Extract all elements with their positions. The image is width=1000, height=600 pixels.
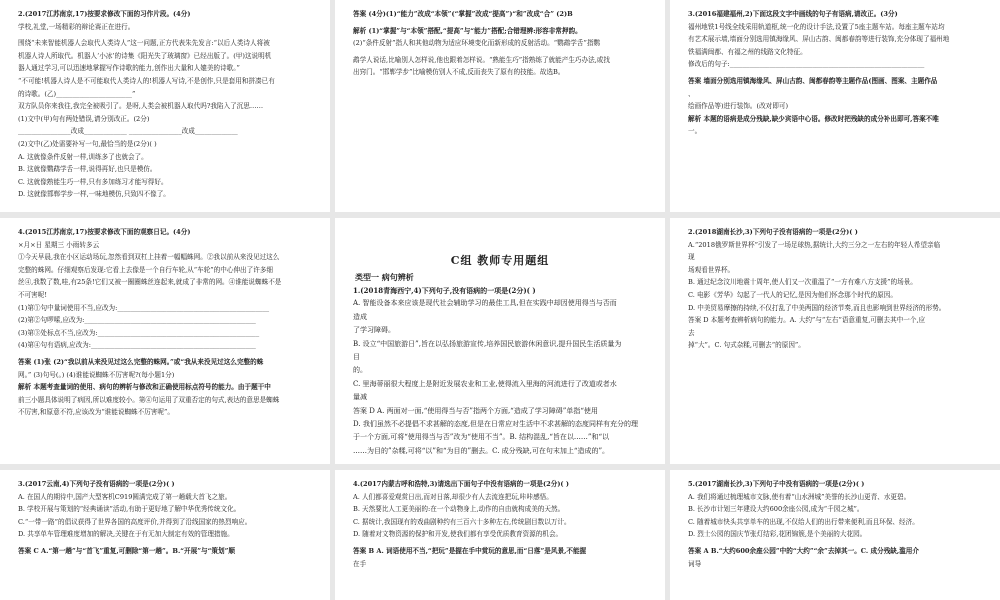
question-line: 3.(2017云南,4)下列句子没有语病的一项是(2分)( ) (18, 480, 175, 488)
question-line: 答案 B A. 词语使用不当,“把玩”是握在手中赏玩的意思,而“日落”是风景,不能握 (353, 546, 587, 555)
text-line: B. 天然要比人工更美丽的:在一个动物身上,动作的自由就构成美的天然。 (353, 505, 565, 514)
text-line: 围绕“未来智能机器人会取代人类诗人”这一问题,正方代表朱先发言:“以后人类诗人将被 (18, 39, 270, 48)
text-line: D. 随着对文物资源的保护和开发,使我们都有享受优质教育资源的机会。 (353, 530, 563, 539)
text-line: (1)文中(甲)句有两处错误,请分别改正。(2分) (18, 114, 150, 123)
text-line: (2)“条件反射”指人和其他动物为适应环境变化而新形成的反射活动。“鹦鹉学舌”指鹦 (353, 39, 601, 48)
text-line: A. 在国人的期待中,国产大型客机C919圆满完成了第一趟载大首飞之旅。 (18, 492, 232, 501)
text-line: B. 通过纪念汶川地震十周年,使人们又一次重温了“一方有难八方支援”的场景。 (688, 278, 917, 287)
text-line: 词导 (688, 559, 702, 568)
text-line: C. 这就像熟能生巧一样,只有多加练习才能写得好。 (18, 177, 168, 186)
text-line: B. 这就像鹦鹉学舌一样,说得再好,也只是模仿。 (18, 165, 157, 174)
text-line: (2)第②句啰嗦,应改为:____________________________________________________ (18, 316, 256, 325)
text-line: 、 (688, 89, 695, 98)
text-line: ________________改成_____________ ________________改成_____________ (18, 127, 238, 136)
text-line: 的诗歌。(乙)_______________________” (18, 89, 136, 98)
text-line: 有艺术展示墙,墙面分别选用镇海缘风、屏山古韵、闽都春韵等进行装饰,充分体现了福州地 (688, 35, 950, 44)
question-line: 2.(2018湖南长沙,3)下列句子没有语病的一项是(2分)( ) (688, 228, 858, 236)
question-line: 答案 A B.“大约600余座公园”中的“大约”“余”去掉其一。C. 成分残缺,滥用介 (688, 546, 919, 555)
question-line: 1.(2018青海西宁,4)下列句子,没有语病的一项是(2分)( ) (353, 286, 536, 295)
question-line: 答案 (4分)(1)“能力”改成“本领”(“掌握”改成“提高”)“和”改成“合” (2)B (353, 10, 573, 18)
text-line: D. 烈士公园的国庆节张灯结彩,花团锦簇,是个美丽的大花园。 (688, 530, 867, 539)
text-line: ①今天早晨,我在小区运动场玩,忽然看到双杠上挂着一幅幅蛛网。②我以前从来没见过这么 (18, 253, 280, 262)
text-line: 造成 (353, 312, 367, 321)
text-line: D. 这就像邯郸学步一样,一味地模仿,只致四不像了。 (18, 190, 170, 199)
page-card (0, 0, 330, 212)
page-card (0, 218, 330, 464)
text-line: 去 (688, 328, 695, 337)
text-line: 不厉害,和原意不符,应该改为“谁能说蜘蛛不厉害呢”。 (18, 408, 174, 417)
text-line: 完整的蛛网。仔细观察后发现:它看上去像是一个自行车轮,从“车轮”的中心伸出了许多细 (18, 265, 274, 274)
text-line: C. 据统计,我国现有的戏曲剧种约有三百六十多种左右,传统剧目数以万计。 (353, 517, 571, 526)
question-line: 答案 (1)张 (2)“我以前从来没见过这么完整的蛛网。”或“我从来没见过这么完整的蛛 (18, 357, 264, 366)
text-line: A. 人们都喜爱观赏日出,而对日落,却很少有人去流连把玩,咔咔感悟。 (353, 492, 553, 501)
page-card (670, 470, 1000, 600)
text-line: C. 随着城市快头共享单车的出现,不仅给人们的出行带来便利,而且环保、经济。 (688, 517, 919, 526)
text-line: A. 智能设备本来应该是现代社会辅助学习的最佳工具,但在实践中却因使用得当与否而 (353, 299, 617, 308)
page-card (335, 0, 665, 212)
text-line: D. 我们虽然不必提倡不求甚解的态度,但是在日常应对生活中不求甚解的态度同样有充分的理 (353, 420, 639, 429)
text-line: A.“2018俄罗斯世界杯”引发了一场足球热,据统计,大约三分之一左右的年轻人希望亲临 (688, 240, 941, 249)
page-card (335, 218, 665, 464)
text-line: (1)第①句中量词使用不当,应改为:______________________________________________ (18, 303, 270, 312)
text-line: (3)第③处标点不当,应改为:_________________________________________________ (18, 328, 260, 337)
text-line: 现 (688, 253, 695, 262)
text-line: 出窍门。“邯郸学步”比喻模仿别人不成,反而丧失了原有的技能。故选B。 (353, 68, 565, 77)
page-card (670, 218, 1000, 464)
text-line: 器人通过学习,可以迅速地掌握写作诗歌的能力,创作出大量和人媲美的诗歌。” (18, 64, 240, 73)
text-line: (4)第④句有语病,应改为:__________________________________________________ (18, 341, 256, 350)
text-line: 量减 (353, 393, 367, 402)
text-line: 网。” (3)句号(。) (4)谁能说蜘蛛不厉害呢?(每小题1分) (18, 370, 175, 379)
text-line: 丝④,我数了数,哇,有25条!它们又被一圈圈蛛丝连起来,就成了非常的网。④谁能说蜘蛛不是 (18, 278, 282, 287)
page-card (335, 470, 665, 600)
text-line: 铁福满闽都、有福之州的线路文化特征。 (688, 47, 807, 56)
text-line: 一。 (688, 127, 702, 136)
text-line: ×月×日 星期三 小雨转多云 (18, 240, 100, 249)
question-line: 4.(2015江苏南京,17)按要求修改下面的观察日记。(4分) (18, 228, 191, 236)
text-line: 修改后的句子:___________________________________________________________ (688, 60, 925, 69)
question-line: 解析 (1)“掌握”与“本领”搭配,“提高”与“能力”搭配;合错理辨:形容非常押韵。 (353, 26, 582, 35)
text-line: 答案 D 本题考查辨析病句的能力。A. 大约”与“左右”语意重复,可删去其中一个,应 (688, 316, 926, 325)
question-line: 答案 C A.“第一趟”与“首飞”重复,可删除“第一趟”。B.“开展”与“策划”顺 (18, 546, 235, 555)
text-line: 了学习障碍。 (353, 326, 395, 335)
text-line: B. 设立“中国旅游日”,旨在以弘扬旅游宣传,培养国民旅游休闲意识,提升国民生活质量为 (353, 339, 622, 348)
text-line: 答案 D A. 两面对一面,“使用得当与否”指两个方面,“造成了学习障碍”单指“使用 (353, 406, 598, 415)
question-line: 答案 墙面分别选用镇海缘风、屏山古韵、闽都春韵等主题作品(图画、图案、主题作品 (688, 76, 938, 85)
text-line: 目 (353, 353, 360, 362)
text-line: D. 中美贸易摩擦的持续,不仅打乱了中美两国的经济节奏,而且也影响到世界经济的形势。 (688, 303, 946, 312)
question-line: 解析 本题考查量词的使用、病句的辨析与修改和正确使用标点符号的能力。由于题干中 (18, 383, 271, 392)
text-line: 在手 (353, 559, 367, 568)
question-line: 4.(2017内蒙古呼和浩特,3)请选出下面句子中没有语病的一项是(2分)( ) (353, 480, 569, 488)
question-line: 3.(2016福建福州,2)下面这段文字中画线的句子有语病,请改正。(3分) (688, 10, 898, 18)
page-card (0, 470, 330, 600)
text-line: B. 长沙市计划三年建设大约600余座公园,成为“千园之城”。 (688, 505, 864, 514)
text-line: C.“一带一路”的倡议获得了世界各国的高度评价,并得到了沿线国家的热烈响应。 (18, 517, 252, 526)
text-line: B. 学校开展与策划的“经典诵读”活动,有助于更好地了解中华优秀传统文化。 (18, 505, 241, 514)
text-line: 于一个方面,可将“使用得当与否”改为“使用不当”。B. 结构混乱,“旨在以……”和“以 (353, 433, 610, 442)
text-line: 的。 (353, 366, 367, 375)
text-line: 不可害呢! (18, 290, 48, 299)
text-line: A. 我们将通过梳理城市文脉,使有着“山水洲城”美誉的长沙山更青、水更碧。 (688, 492, 911, 501)
text-line: 掉“大”。C. 句式杂糅,可删去“的原因”。 (688, 341, 805, 350)
text-line: 双方队员你来我往,我完全被吸引了。是呀,人类会被机器人取代吗?我陷入了沉思…… (18, 102, 264, 111)
text-line: A. 这就像条件反射一样,训练多了也就会了。 (18, 152, 148, 161)
question-line: 解析 本题的语病是成分残缺,缺少宾语中心语。修改时把残缺的成分补出即可,答案不唯 (688, 114, 939, 123)
text-line: (2)文中(乙)处需要补写一句,最恰当的是(2分)( ) (18, 139, 157, 148)
text-line: C. 里海蒂丽很大程度上是附近发展农业和工业,使得流入里海的河流进行了改道或者水 (353, 379, 617, 388)
text-line: 绘画作品等)进行装饰。(改对即可) (688, 102, 789, 111)
group-title: C组 教师专用题组 (450, 254, 550, 267)
text-line: 鹉学人说话,比喻别人怎样说,他也跟着怎样说。“熟能生巧”指熟练了就能产生巧办法,或找 (353, 55, 610, 64)
page-card (670, 0, 1000, 212)
text-line: 福州地铁1号线全线采用轨道枢,统一化的设计手法,设置了5座主题车站。每座主题车站均 (688, 22, 945, 31)
question-line: 2.(2017江苏南京,17)按要求修改下面的习作片段。(4分) (18, 10, 191, 18)
section-heading: 类型一 病句辨析 (355, 272, 414, 282)
text-line: C. 电影《芳华》勾起了一代人的记忆,是因为他们怀念那个时代的原因。 (688, 290, 897, 299)
text-line: 学校,礼堂,一场精彩的辩论赛正在进行。 (18, 22, 135, 31)
text-line: 前三小题具体说明了病因,所以难度较小。第④句运用了双重否定的句式,表达的意思是蜘蛛 (18, 395, 280, 404)
text-line: 场观看世界杯。 (688, 265, 735, 274)
text-line: 机器人诗人所取代。机器人‘小冰’的诗集《阳光失了玻璃窗》已经出版了。(甲)这说明机 (18, 51, 272, 60)
text-line: ……为目的”杂糅,可将“以”和“为目的”删去。C. 成分残缺,可在句末加上“造成的”。 (353, 446, 610, 455)
question-line: 5.(2017湖南长沙,3)下列句子中没有语病的一项是(2分)( ) (688, 480, 865, 488)
text-line: D. 共享单车管理难度增加的解决,关键在于有无加大制定有效的管理措施。 (18, 530, 234, 539)
text-line: “不可能!机器人诗人是不可能取代人类诗人的!机器人写诗,不是创作,只是套用和拼凑已有 (18, 76, 275, 85)
